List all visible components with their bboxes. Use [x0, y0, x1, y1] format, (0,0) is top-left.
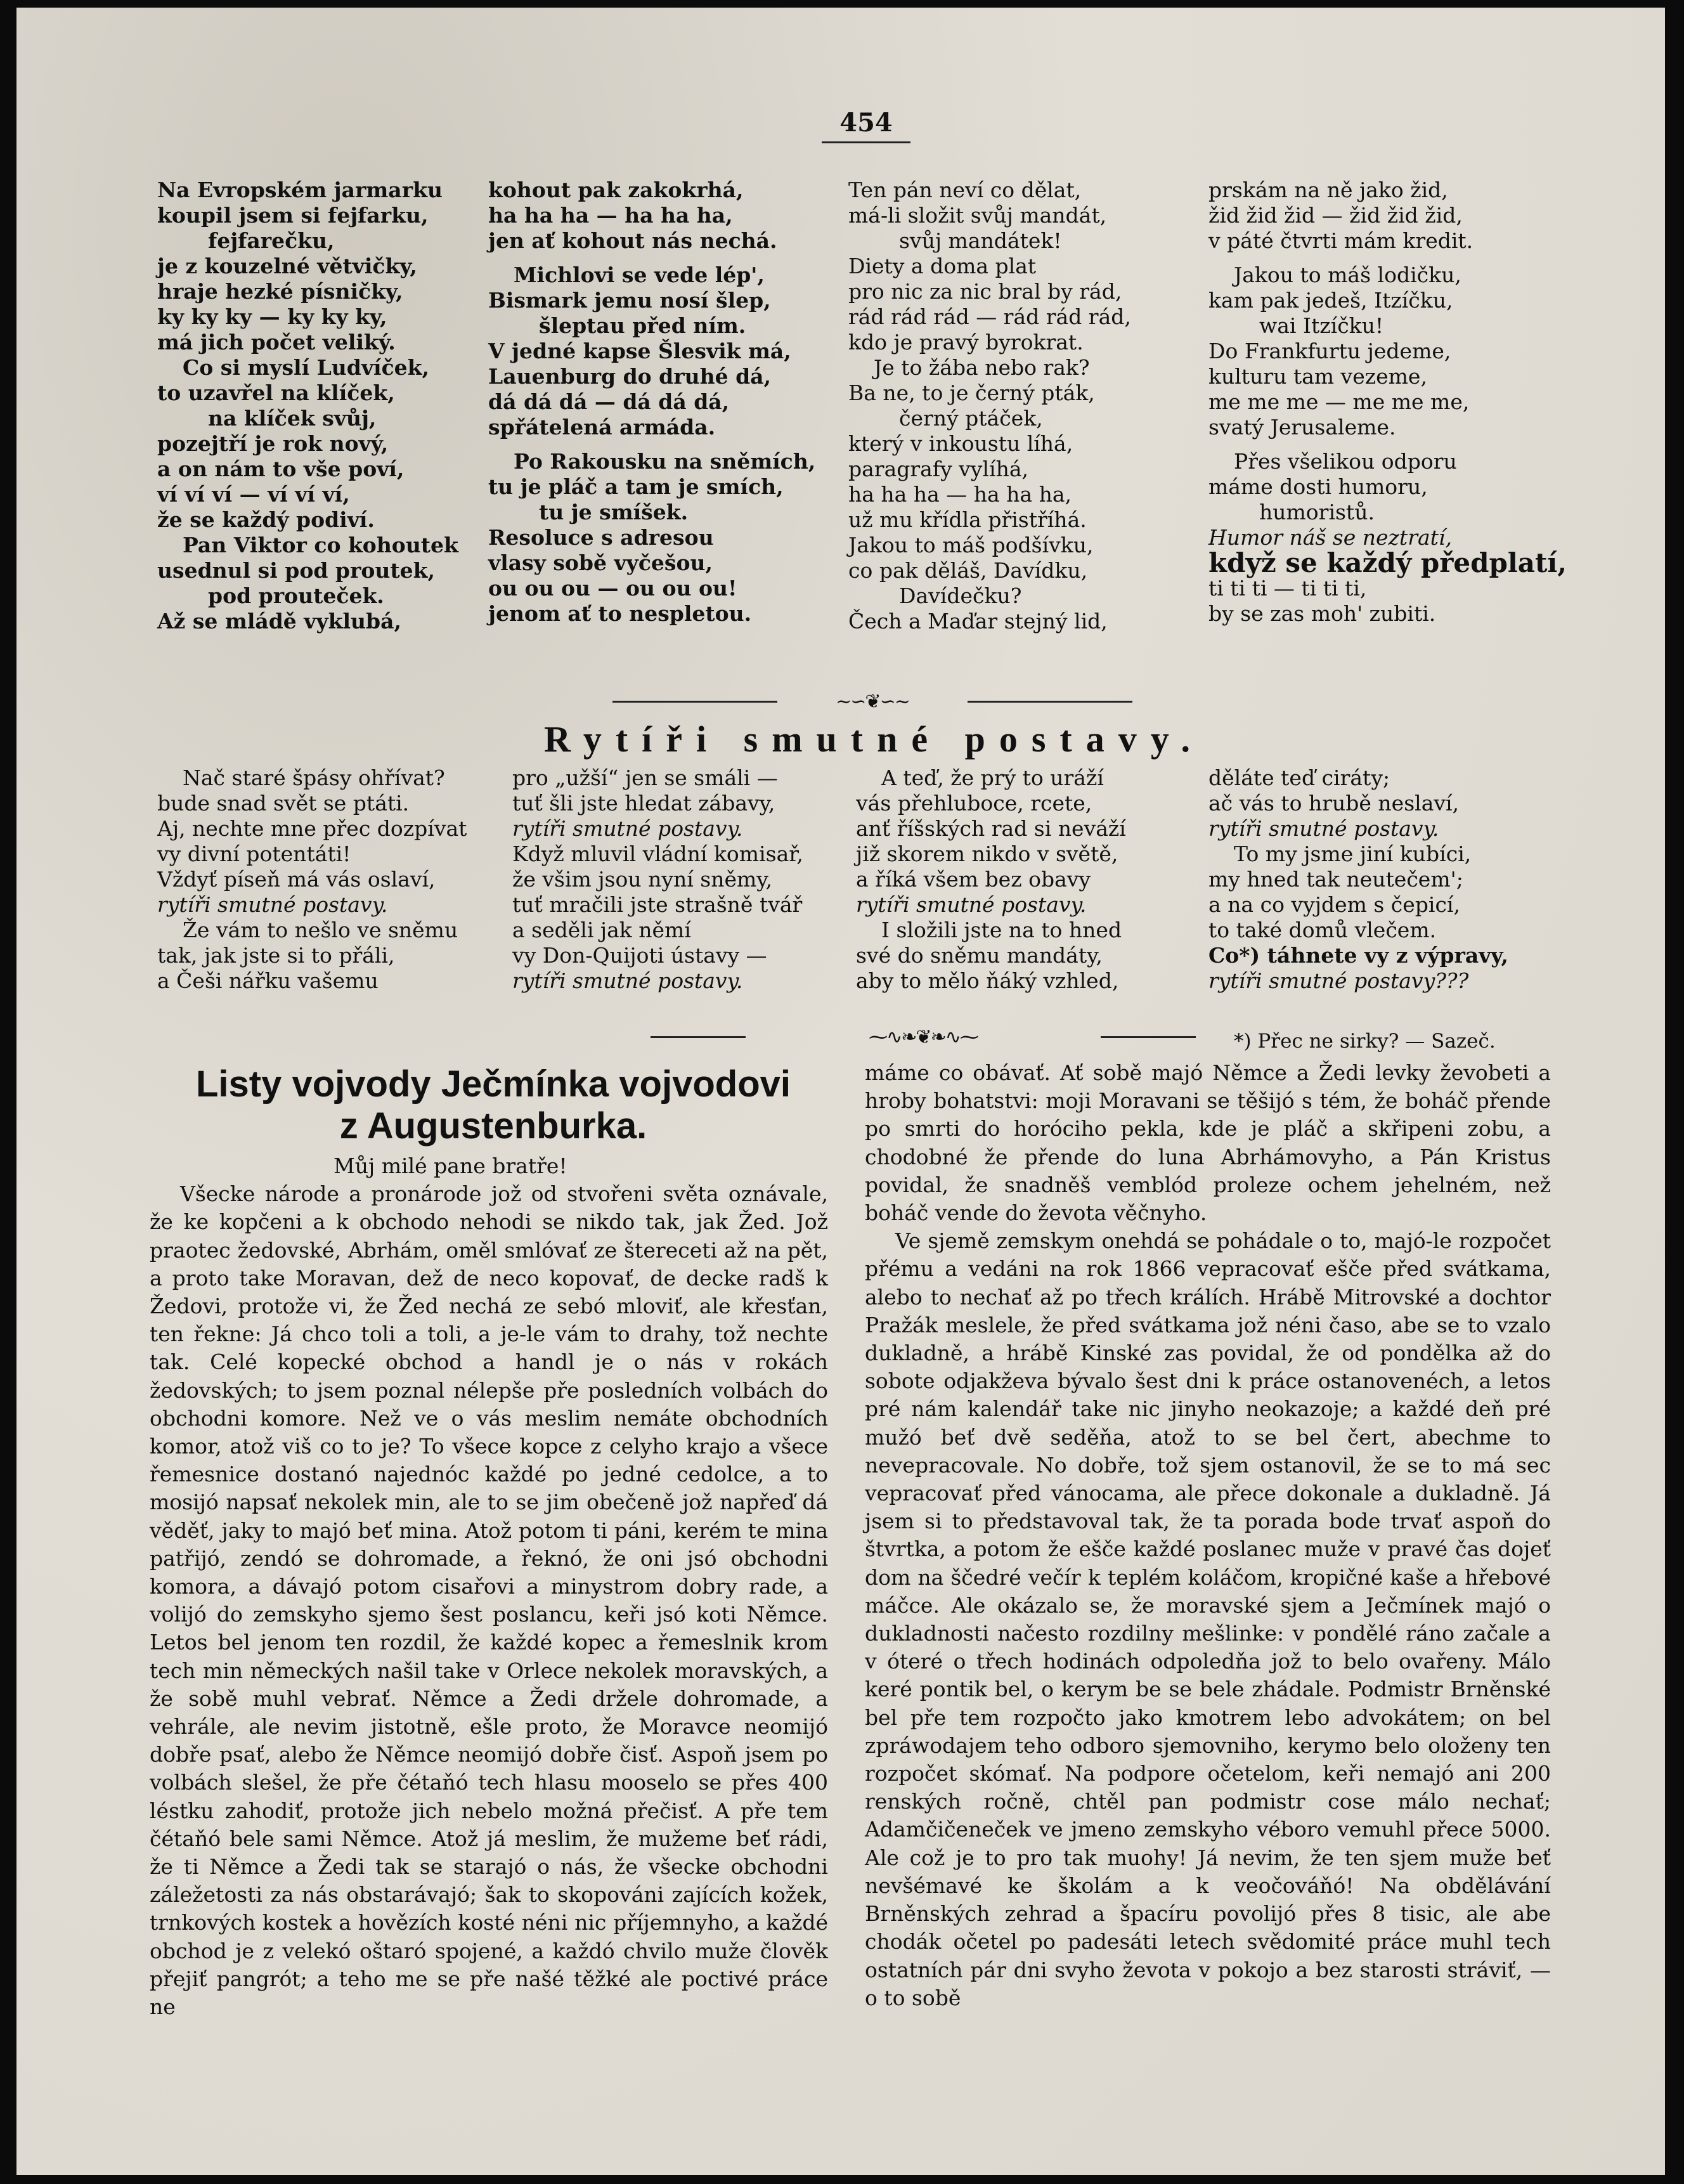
verse-line: máme dosti humoru,	[1208, 474, 1428, 499]
verse-line: anť říšských rad si neváží	[856, 816, 1126, 841]
verse-line: Davídečku?	[899, 583, 1022, 608]
verse-line: Humor náš se neztratí,	[1208, 525, 1452, 550]
verse-line: Resoluce s adresou	[488, 525, 714, 550]
poem2-column-4	[1208, 765, 1508, 994]
verse-line: to uzavřel na klíček,	[157, 380, 395, 405]
verse-line: my hned tak neutečem';	[1208, 867, 1463, 892]
verse-line: aby to mělo ňáký vzhled,	[856, 968, 1119, 993]
verse-line: ač vás to hrubě neslaví,	[1208, 791, 1460, 816]
verse-line: rytíři smutné postavy.	[512, 968, 743, 993]
verse-line: a na co vyjdem s čepicí,	[1208, 892, 1461, 917]
verse-line: že všim jsou nyní sněmy,	[512, 867, 773, 892]
verse-line: je z kouzelné větvičky,	[157, 254, 417, 278]
verse-line: Čech a Maďar stejný lid,	[848, 609, 1108, 634]
article-right-column	[865, 1059, 1551, 2012]
verse-line: ky ky ky — ky ky ky,	[157, 304, 387, 329]
verse-line: kam pak jedeš, Itzíčku,	[1208, 288, 1453, 313]
verse-line: Jakou to máš podšívku,	[848, 533, 1094, 557]
article-right-text-2: Ve sjemě zemskym onehdá se pohádale o to, majó-le rozpočet přému a vedáni na rok 1866 vepracovať ešče před svátkama, alebo to nechať až po třech králích. Hrábě Mitrovské a dochtor Pražák meslele, že před svátkama jož néni časo, abe se to vzalo dukladně, a hrábě Kinské zas povidal, že od pondělka až do sobote odjakževa bývalo šest dni k práce ostanovenéch, a letos pré nám kalendář take nic jinyho neokazoje; a každé deň pré mužó beť dvě seděňa, atož to se bel čert, abechme to nevepracovale. No dobře, tož sjem ostanovil, že se to má sec vepracovať před vánocama, ale přece dokonale a dukladně. Já jsem si to představoval tak, že ta porada bode trvať aspoň do štvrtka, a potom že ešče každé poslanec muže v pravé čas dojeť dom na ščedré večír k teplém koláčom, kropičné kaše a hřebové máčce. Ale okázalo se, že moravské sjem a Ječmínek majó o dukladnosti načesto rozdilny mešlinke: v pondělé ráno začale a v óteré o třech hodinách odpoledňa jož to belo ovařeny. Málo keré pontik bel, o kerym be se bele zhádale. Podmistr Brněnské bel pře tem rozpočto jako kmotrem lebo advokátem; on bel zpráwodajem teho odboro sjemovniho, kerymo belo oloženy ten rozpočet skómať. Na podpore očetelom, keři nemajó ani 200 renských ročně, chtěl pan podmistr cose málo nechať; Adamčičeneček ve jmeno zemskyho véboro vemuhl přece 5000. Ale což je to pro tak muohy! Já nevim, že ten sjem muže beť nevšémavé ke školám a k veočováňó! Na obdělávání Brněnských zehrad a špacíru povolijó přes 8 tisic, ale abe chodák očetel po padesáti letech svědomité práce muhl tech ostatních pár dni svyho ževota v pokojo a bez starosti stráviť, — o to sobě	[865, 1228, 1551, 2010]
verse-line: usednul si pod proutek,	[157, 558, 435, 583]
verse-line: šleptau před ním.	[539, 313, 746, 338]
poem1-column-2	[488, 178, 815, 627]
ornament-divider: ~∽❦∽~	[612, 694, 1132, 708]
article-title	[157, 1063, 829, 1147]
verse-line: a Češi nářku vašemu	[157, 968, 379, 993]
verse-line: ti ti ti — ti ti ti,	[1208, 576, 1367, 601]
verse-line: fejfarečku,	[208, 228, 335, 253]
verse-line: bude snad svět se ptáti.	[157, 791, 410, 816]
article-greeting: Můj milé pane bratře!	[334, 1154, 567, 1178]
page-number: 454	[822, 108, 910, 143]
poem2-column-3	[856, 765, 1126, 994]
verse-line: hraje hezké písničky,	[157, 279, 403, 304]
verse-line: Vždyť píseň má vás oslaví,	[157, 867, 436, 892]
verse-line: tuť mračili jste strašně tvář	[512, 892, 803, 917]
verse-line: jen ať kohout nás nechá.	[488, 228, 777, 253]
verse-line: Diety a doma plat	[848, 254, 1037, 278]
verse-line: prskám na ně jako žid,	[1208, 178, 1448, 202]
verse-line: rád rád rád — rád rád rád,	[848, 304, 1131, 329]
verse-line: pro nic za nic bral by rád,	[848, 279, 1122, 304]
verse-line: wai Itzíčku!	[1259, 313, 1384, 338]
verse-line: A teď, že prý to uráží	[881, 765, 1104, 790]
verse-line: své do sněmu mandáty,	[856, 943, 1103, 968]
verse-line: to také domů vlečem.	[1208, 918, 1437, 942]
verse-line: ha ha ha — ha ha ha,	[848, 482, 1072, 507]
verse-line: tu je smíšek.	[539, 500, 689, 524]
verse-line: rytíři smutné postavy.	[157, 892, 388, 917]
verse-line: žid žid žid — žid žid žid,	[1208, 203, 1463, 228]
verse-line: Jakou to máš lodičku,	[1234, 263, 1461, 287]
article-left-column	[150, 1152, 828, 2021]
verse-line: kdo je pravý byrokrat.	[848, 330, 1084, 354]
verse-line: koupil jsem si fejfarku,	[157, 203, 429, 228]
verse-line: tuť šli jste hledat zábavy,	[512, 791, 775, 816]
ornament-divider-2: ⁓∿❧❦❧∿⁓	[651, 1030, 1196, 1044]
verse-line: Nač staré špásy ohřívat?	[183, 765, 445, 790]
verse-line: kulturu tam vezeme,	[1208, 364, 1427, 389]
article-right-text: máme co obávať. Ať sobě majó Němce a Žedi levky ževobeti a hroby bohatstvi: moji Moravani se těšijó s tém, že boháč přende po smrti do horóciho pekla, kde je pláč a skřipeni zobu, a chodobné že přende do luna Abrhámovyho, a Pán Kristus povidal, že snadněš vemblód proleze ochem jehelném, než boháč vende do ževota věčnyho.	[865, 1060, 1551, 1226]
verse-line: To my jsme jiní kubíci,	[1234, 842, 1472, 866]
verse-line: v páté čtvrti mám kredit.	[1208, 228, 1474, 253]
poem2-title: Rytíři smutné postavy.	[544, 718, 1205, 760]
verse-line: má-li složit svůj mandát,	[848, 203, 1107, 228]
poem1-column-3	[848, 178, 1131, 634]
verse-line: vlasy sobě vyčešou,	[488, 550, 713, 575]
verse-line: Co*) táhnete vy z výpravy,	[1208, 943, 1508, 968]
verse-line: Na Evropském jarmarku	[157, 178, 443, 202]
verse-line: už mu křídla přistříhá.	[848, 507, 1087, 532]
verse-line: který v inkoustu líhá,	[848, 431, 1073, 456]
verse-line: Když mluvil vládní komisař,	[512, 842, 803, 866]
verse-line: že se každý podiví.	[157, 507, 375, 532]
article-title-line-2: z Augustenburka.	[339, 1105, 647, 1147]
verse-line: na klíček svůj,	[208, 406, 377, 431]
verse-line: humoristů.	[1259, 500, 1375, 524]
verse-line: dá dá dá — dá dá dá,	[488, 389, 730, 414]
verse-line: pod prouteček.	[208, 583, 384, 608]
verse-line: tu je pláč a tam je smích,	[488, 474, 784, 499]
verse-line: rytíři smutné postavy???	[1208, 968, 1469, 993]
verse-line: když se každý předplatí,	[1208, 547, 1567, 578]
verse-line: děláte teď ciráty;	[1208, 765, 1390, 790]
verse-line: kohout pak zakokrhá,	[488, 178, 744, 202]
verse-line: Lauenburg do druhé dá,	[488, 364, 772, 389]
verse-line: Je to žába nebo rak?	[874, 355, 1090, 380]
verse-line: spřátelená armáda.	[488, 415, 716, 439]
poem2-column-1	[157, 765, 467, 994]
verse-line: Ten pán neví co dělat,	[848, 178, 1082, 202]
verse-line: Ba ne, to je černý pták,	[848, 380, 1095, 405]
verse-line: Co si myslí Ludvíček,	[183, 355, 430, 380]
poem1-column-1	[157, 178, 458, 634]
verse-line: již skorem nikdo v světě,	[856, 842, 1118, 866]
article-left-text: Všecke národe a pronárode jož od stvořeni světa oznávale, že ke kopčeni a k obchodo nehodi se nikdo tak, jak Žed. Jož praotec žedovské, Abrhám, oměl smlóvať ze štereceti až na pět, a proto take Moravan, dež de neco kopovať, de decke radš k Žedovi, protože vi, že Žed nechá ze sebó mloviť, ale křesťan, ten řekne: Já chco toli a toli, a je-le vám to drahy, tož nechte tak. Celé kopecké obchod a handl je o nás v rokách žedovských; to jsem poznal nélepše pře posledních volbách do obchodni komore. Než ve o vás meslim nemáte obchodních komor, atož viš co to je? To všece kopce z celyho krajo a všece řemesnice dostanó najednóc každé po jedné cedolce, a to mosijó napsať nekolek min, ale to se jim obečeně jož napřeď dá věděť, jaky to majó beť mina. Atož potom ti páni, kerém te mina patřijó, zendó se dohromade, a řeknó, že oni jsó obchodni komora, a dávajó potom cisařovi a minystrom dobry rade, a volijó do zemskyho sjemo šest poslancu, keři jsó koti Němce. Letos bel jenom ten rozdil, že každé kopec a řemeslnik krom tech min německých našil take v Orlece nekolek moravských, a že sobě muhl vebrať. Němce a Žedi držele dohromade, a vehrále, ale nevim jistotně, ešle proto, že Moravce neomijó dobře psať, alebo že Němce neomijó dobře čisť. Aspoň jsem po volbách slešel, že pře čétaňó tech hlasu mooselo se přes 400 léstku zahodiť, protože jich nebelo možná přečisť. A pře tem čétaňó bele sami Němce. Atož já meslim, že mužeme beť rádi, že ti Němce a Žedi tak se starajó o nás, že všecke obchodni záležetosti za nás obstarávajó; šak to skopováni zajících kožek, trnkových kostek a hovězích kosté néni nic příjemnyho, a každé obchod je z velekó oštaró spojené, a každó chvilo muže člověk přejiť pangrót; a teho me se pře našé těžké ale poctivé práce ne	[150, 1181, 828, 2020]
verse-line: vy Don-Quijoti ústavy —	[512, 943, 767, 968]
verse-line: ha ha ha — ha ha ha,	[488, 203, 733, 228]
verse-line: rytíři smutné postavy.	[856, 892, 1087, 917]
verse-line: Že vám to nešlo ve sněmu	[183, 918, 458, 942]
verse-line: Do Frankfurtu jedeme,	[1208, 339, 1451, 363]
verse-line: pozejtří je rok nový,	[157, 431, 389, 456]
verse-line: Aj, nechte mne přec dozpívat	[157, 816, 467, 841]
verse-line: a říká všem bez obavy	[856, 867, 1091, 892]
verse-line: a on nám to vše poví,	[157, 457, 405, 481]
verse-line: svatý Jerusaleme.	[1208, 415, 1396, 439]
newspaper-page	[16, 8, 1665, 2175]
verse-line: jenom ať to nespletou.	[488, 601, 752, 626]
verse-line: má jich počet veliký.	[157, 330, 396, 354]
verse-line: Michlovi se vede lép',	[514, 263, 765, 287]
verse-line: Pan Viktor co kohoutek	[183, 533, 458, 557]
verse-line: Po Rakousku na sněmích,	[514, 449, 816, 474]
poem2-column-2	[512, 765, 803, 994]
verse-line: vás přehluboce, rcete,	[856, 791, 1092, 816]
verse-line: co pak děláš, Davídku,	[848, 558, 1088, 583]
verse-line: Bismark jemu nosí šlep,	[488, 288, 771, 313]
verse-line: ou ou ou — ou ou ou!	[488, 576, 737, 601]
verse-line: svůj mandátek!	[899, 228, 1062, 253]
verse-line: pro „užší“ jen se smáli —	[512, 765, 778, 790]
verse-line: a seděli jak němí	[512, 918, 691, 942]
verse-line: by se zas moh' zubiti.	[1208, 601, 1436, 626]
verse-line: V jedné kapse Šlesvik má,	[488, 339, 791, 363]
verse-line: I složili jste na to hned	[881, 918, 1122, 942]
verse-line: paragrafy vylíhá,	[848, 457, 1028, 481]
verse-line: me me me — me me me,	[1208, 389, 1470, 414]
verse-line: Přes všelikou odporu	[1234, 449, 1457, 474]
verse-line: Až se mládě vyklubá,	[157, 609, 401, 634]
verse-line: černý ptáček,	[899, 406, 1043, 431]
verse-line: ví ví ví — ví ví ví,	[157, 482, 350, 507]
verse-line: tak, jak jste si to přáli,	[157, 943, 395, 968]
article-title-line-1: Listy vojvody Ječmínka vojvodovi	[196, 1063, 791, 1105]
verse-line: rytíři smutné postavy.	[1208, 816, 1439, 841]
poem1-column-4	[1208, 178, 1567, 627]
footnote: *) Přec ne sirky? — Sazeč.	[1234, 1030, 1496, 1053]
verse-line: rytíři smutné postavy.	[512, 816, 743, 841]
verse-line: vy divní potentáti!	[157, 842, 351, 866]
